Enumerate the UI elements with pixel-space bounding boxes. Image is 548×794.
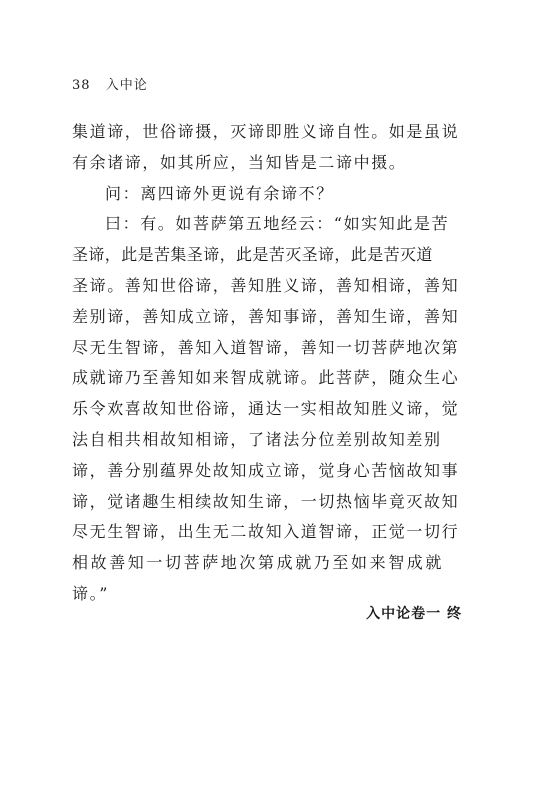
text-line: 谛，觉诸趣生相续故知生谛，一切热恼毕竟灭故知 xyxy=(72,491,460,511)
page-number: 38 xyxy=(72,78,91,93)
question-line: 问：离四谛外更说有余谛不？ xyxy=(105,183,334,203)
text-line: 尽无生智谛，善知入道智谛，善知一切菩萨地次第 xyxy=(72,337,460,357)
text-line: 相故善知一切菩萨地次第成就乃至如来智成就 xyxy=(72,553,445,573)
text-line: 法自相共相故知相谛，了诸法分位差别故知差别 xyxy=(72,429,442,449)
text-line: 集道谛，世俗谛摄，灭谛即胜义谛自性。如是虽说 xyxy=(72,122,460,141)
running-header xyxy=(72,74,148,93)
text-line: 乐令欢喜故知世俗谛，通达一实相故知胜义谛，觉 xyxy=(72,399,460,419)
text-line: 谛。” xyxy=(72,583,109,603)
text-line: 尽无生智谛，出生无二故知入道智谛，正觉一切行 xyxy=(72,522,460,542)
text-line: 谛，善分别蕴界处故知成立谛，觉身心苦恼故知事 xyxy=(72,460,460,480)
volume-end-mark: 入中论卷一 终 xyxy=(366,606,462,622)
text-line: 差别谛，善知成立谛，善知事谛，善知生谛，善知 xyxy=(72,306,460,326)
answer-line: 曰：有。如菩萨第五地经云：“如实知此是苦 xyxy=(105,214,450,234)
book-title: 入中论 xyxy=(105,78,148,93)
body-text xyxy=(72,117,472,610)
text-line: 圣谛，此是苦集圣谛，此是苦灭圣谛，此是苦灭道 xyxy=(72,245,433,265)
text-line: 圣谛。善知世俗谛，善知胜义谛，善知相谛，善知 xyxy=(72,275,460,295)
text-line: 有余诸谛，如其所应，当知皆是二谛中摄。 xyxy=(72,152,407,172)
text-line: 成就谛乃至善知如来智成就谛。此菩萨，随众生心 xyxy=(72,368,460,388)
